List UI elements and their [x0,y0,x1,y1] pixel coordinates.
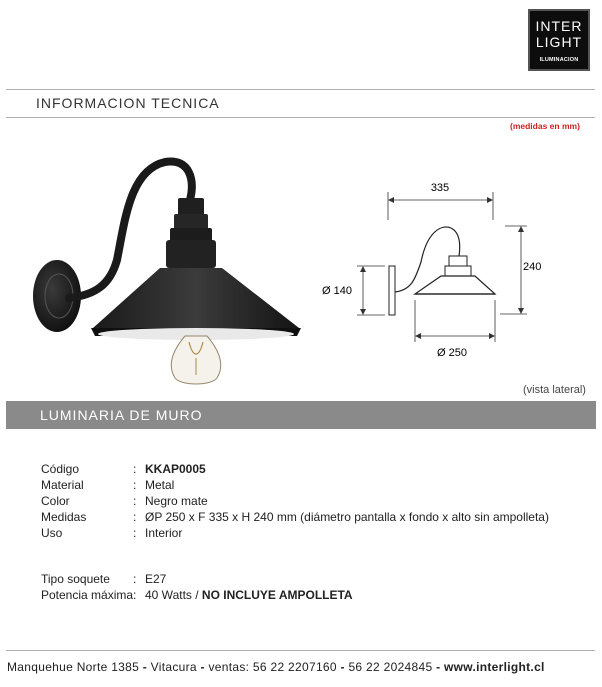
logo-line-1: INTER [535,18,583,34]
spec-label-medidas: Medidas [41,510,87,524]
footer-city: Vitacura [150,660,197,674]
spec-colon: : [133,510,137,524]
base-diameter-label: Ø 140 [322,285,352,297]
spec-label-material: Material [41,478,84,492]
lamp-shade [93,268,299,328]
width-label: 335 [430,182,450,194]
footer-address: Manquehue Norte 1385 [7,660,140,674]
footer-separator: - [142,660,148,674]
spec-label-socket: Tipo soquete [41,572,110,586]
spec-colon: : [133,588,137,602]
spec-colon: : [133,572,137,586]
spec-label-codigo: Código [41,462,80,476]
spec-colon: : [133,462,137,476]
spec-colon: : [133,526,137,540]
footer-separator: - [200,660,205,674]
side-view-diagram [322,180,555,365]
power-watts: 40 Watts / [145,588,199,602]
top-divider [6,89,595,90]
section-title: INFORMACION TECNICA [36,95,220,111]
shade-diameter-label: Ø 250 [437,347,467,359]
spec-value-material: Metal [145,478,175,492]
height-label: 240 [523,261,542,273]
brand-logo [528,9,590,71]
product-bar-title: LUMINARIA DE MURO [40,407,203,423]
view-note: (vista lateral) [523,384,586,396]
spec-value-power [145,588,353,602]
footer-phone-2: 56 22 2024845 [348,660,433,674]
product-photo [25,150,315,390]
footer-divider [6,650,595,651]
footer-separator: - [436,660,441,674]
logo-line-3: ILUMINACION [539,57,579,63]
spec-label-power: Potencia máxima [41,588,134,602]
footer-separator: - [340,660,345,674]
spec-colon: : [133,478,137,492]
title-divider [6,117,595,118]
units-note: (medidas en mm) [510,121,580,131]
spec-value-socket: E27 [145,572,167,586]
footer-contact [7,660,545,674]
bulb-not-included-note: NO INCLUYE AMPOLLETA [201,588,353,602]
spec-value-medidas: ØP 250 x F 335 x H 240 mm (diámetro pantalla x fondo x alto sin ampolleta) [145,510,549,524]
spec-value-codigo: KKAP0005 [145,462,206,476]
spec-label-uso: Uso [41,526,63,540]
spec-label-color: Color [41,494,70,508]
spec-colon: : [133,494,137,508]
logo-line-2: LIGHT [535,34,583,50]
spec-value-color: Negro mate [145,494,208,508]
footer-sales-phone: ventas: 56 22 2207160 [208,660,337,674]
footer-website-link[interactable]: www.interlight.cl [444,660,545,674]
spec-value-uso: Interior [145,526,183,540]
